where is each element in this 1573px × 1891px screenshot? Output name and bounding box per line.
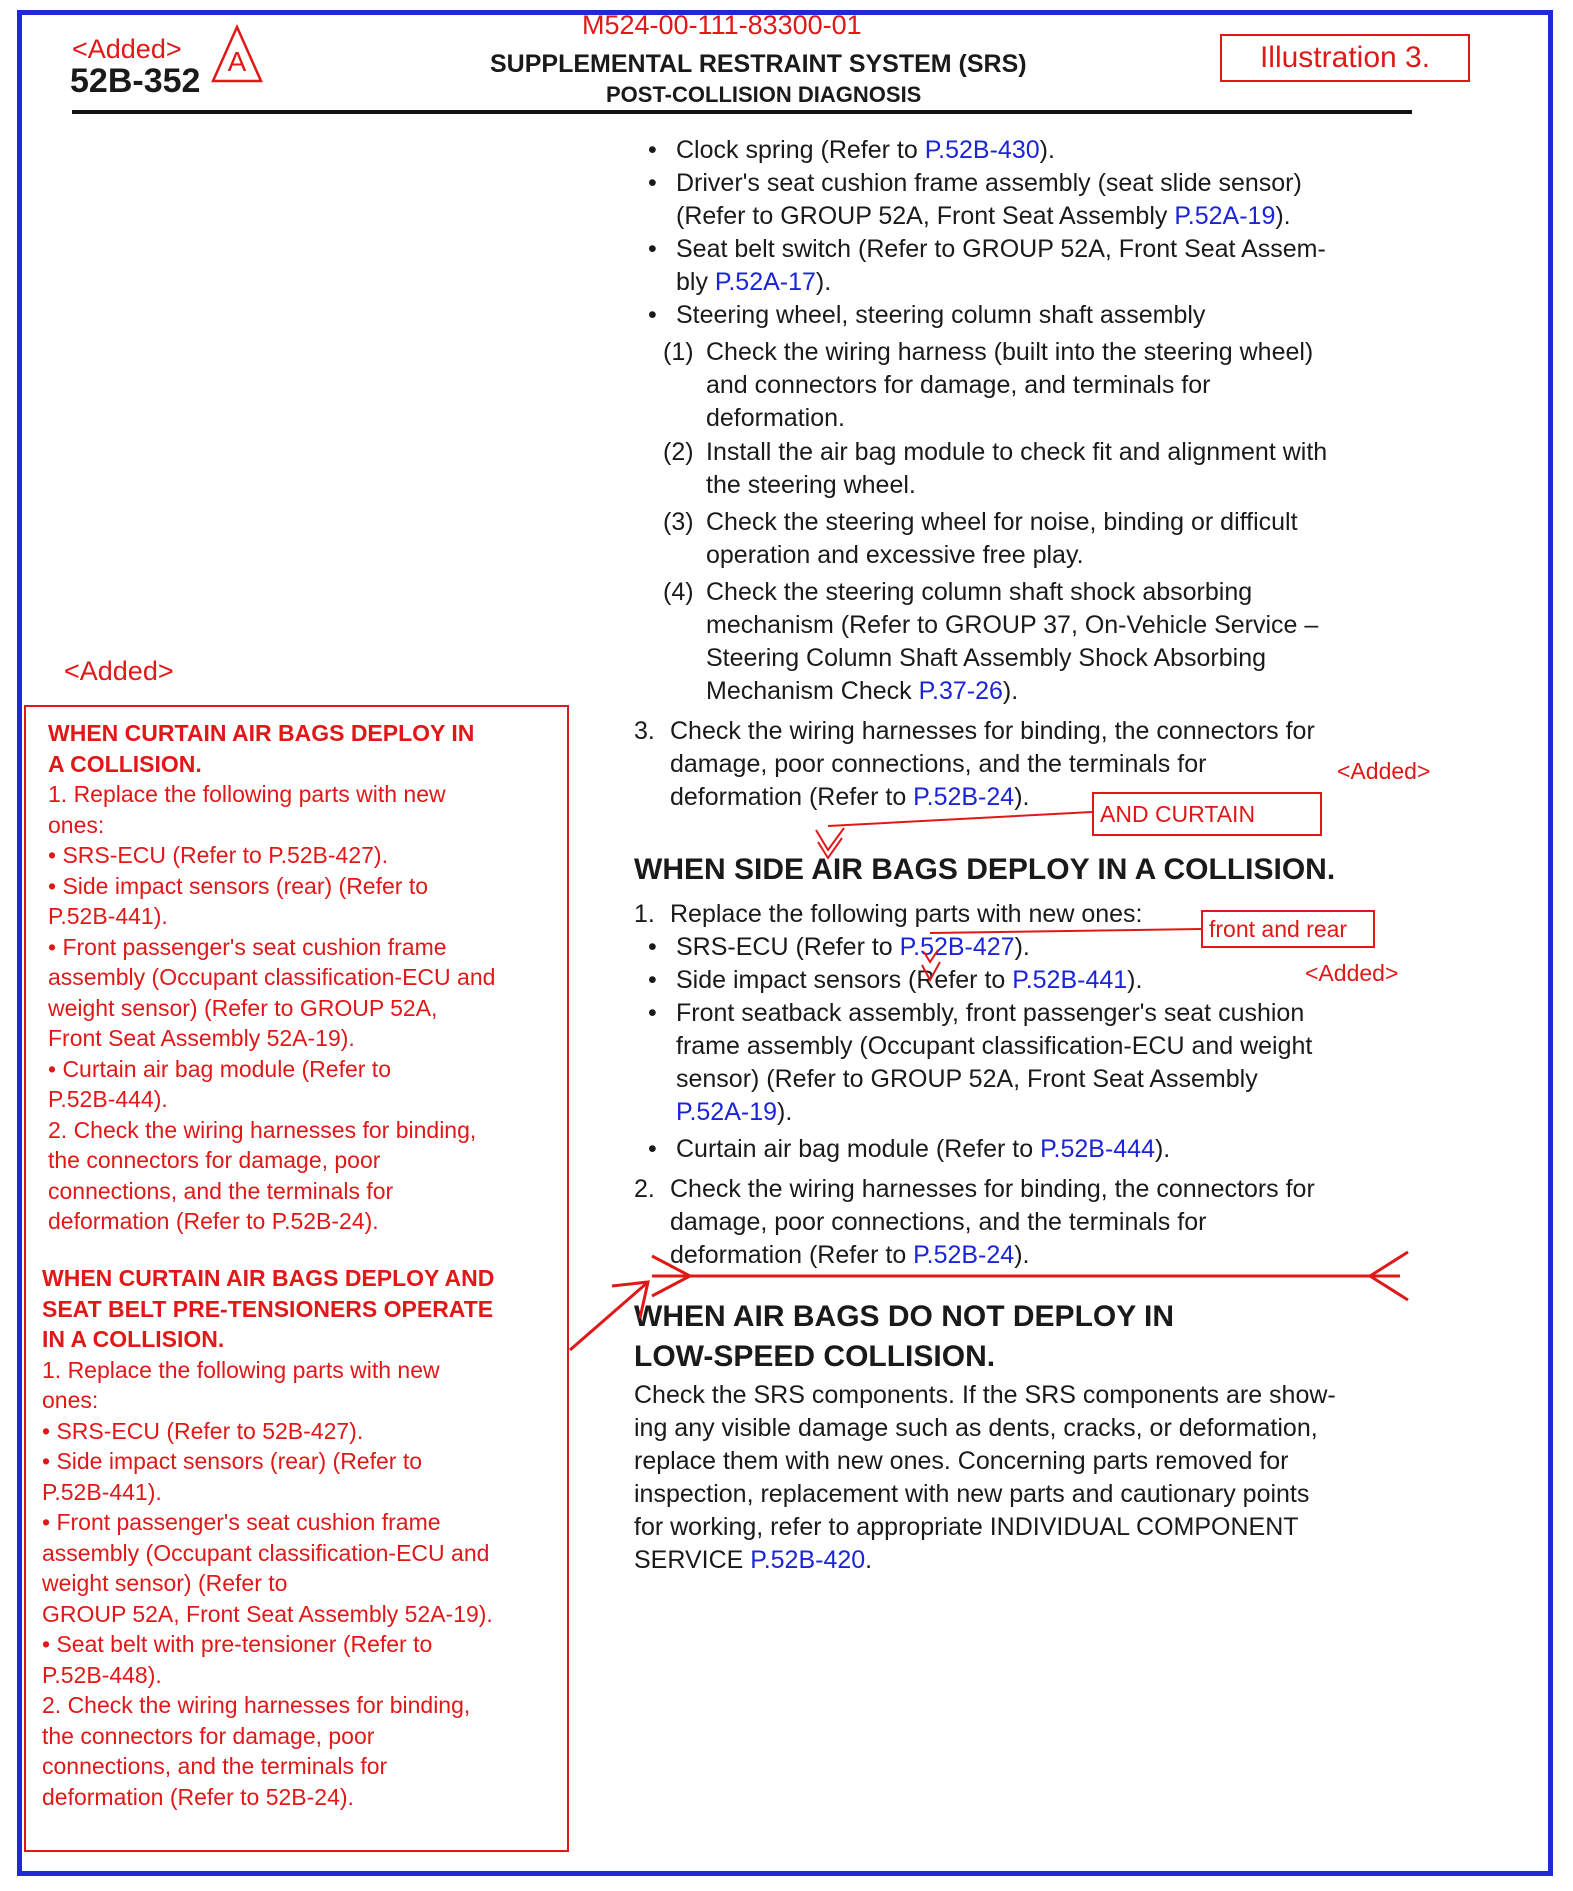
step-text: Replace the following parts with new ones: bbox=[670, 900, 1143, 928]
link[interactable]: P.52B-24 bbox=[913, 783, 1015, 811]
step-number: 2. bbox=[634, 1175, 655, 1203]
step-text: Check the wiring harnesses for binding, the connectors for damage, poor connections, and the terminals for deformation (Refer to P.52B-24). bbox=[670, 717, 1315, 811]
added-annotation: <Added> bbox=[1305, 960, 1399, 986]
section-heading: WHEN SIDE AIR BAGS DEPLOY IN A COLLISION. bbox=[634, 853, 1336, 886]
link[interactable]: P.52A-19 bbox=[676, 1098, 778, 1126]
list-item: • Curtain air bag module (Refer to P.52B-444). bbox=[676, 1133, 1170, 1166]
link[interactable]: P.52B-430 bbox=[924, 136, 1040, 164]
caret-mark bbox=[924, 950, 938, 962]
step-number: (2) bbox=[663, 438, 694, 466]
front-and-rear-insertion: front and rear bbox=[1201, 910, 1375, 948]
and-curtain-insertion: AND CURTAIN bbox=[1092, 792, 1322, 836]
page-subtitle: POST-COLLISION DIAGNOSIS bbox=[606, 82, 922, 107]
step-number: 3. bbox=[634, 717, 655, 745]
list-item: • Clock spring (Refer to P.52B-430). bbox=[676, 134, 1055, 167]
step-number: 1. bbox=[634, 900, 655, 928]
link[interactable]: P.52B-427 bbox=[899, 933, 1015, 961]
section-heading: WHEN AIR BAGS DO NOT DEPLOY IN LOW-SPEED COLLISION. bbox=[634, 1300, 1175, 1373]
step-text: Check the wiring harnesses for binding, the connectors for damage, poor connections, and the terminals for deformation (Refer to P.52B-24). bbox=[670, 1175, 1315, 1269]
step-number: (4) bbox=[663, 578, 694, 606]
link[interactable]: P.37-26 bbox=[918, 677, 1003, 705]
added-annotation-header: <Added> bbox=[72, 34, 182, 64]
and-curtain-leader bbox=[828, 812, 1092, 826]
document-number: M524-00-111-83300-01 bbox=[582, 10, 862, 40]
illustration-label: Illustration 3. bbox=[1220, 34, 1470, 82]
list-item: • Seat belt switch (Refer to GROUP 52A, Front Seat Assem- bly P.52A-17). bbox=[676, 233, 1326, 299]
added-annotation: <Added> bbox=[1337, 758, 1431, 784]
revision-letter: A bbox=[227, 46, 247, 77]
list-item: • Driver's seat cushion frame assembly (seat slide sensor) (Refer to GROUP 52A, Front Seat Assembly P.52A-19). bbox=[676, 167, 1302, 233]
paragraph: Check the SRS components. If the SRS components are show- ing any visible damage such as dents, cracks, or deformation, replace them with new ones. Concerning parts removed for inspection, replacement with new parts and cautionary points for working, refer to appropriate INDIVIDUAL COMPONENT SERVICE P.52B-420. bbox=[634, 1381, 1336, 1574]
step-text: Check the steering column shaft shock absorbing mechanism (Refer to GROUP 37, On-Vehicle Service – Steering Column Shaft Assembly Shock Absorbing Mechanism Check P.37-26). bbox=[706, 578, 1319, 705]
link[interactable]: P.52A-17 bbox=[714, 268, 816, 296]
link[interactable]: P.52A-19 bbox=[1174, 202, 1276, 230]
added-annotation-side: <Added> bbox=[64, 656, 174, 686]
list-item: • Front seatback assembly, front passenger's seat cushion frame assembly (Occupant classification-ECU and weight sensor) (Refer to GROUP 52A, Front Seat Assembly P.52A-19). bbox=[676, 997, 1312, 1129]
step-number: (3) bbox=[663, 508, 694, 536]
step-text: Check the wiring harness (built into the steering wheel) and connectors for damage, and terminals for deformation. bbox=[706, 338, 1314, 432]
insertion-arrow bbox=[570, 1282, 648, 1350]
page-title: SUPPLEMENTAL RESTRAINT SYSTEM (SRS) bbox=[490, 50, 1027, 78]
caret-mark bbox=[922, 962, 940, 980]
added-section-curtain-pretensioner: WHEN CURTAIN AIR BAGS DEPLOY AND SEAT BELT PRE-TENSIONERS OPERATE IN A COLLISION. 1. Replace the following parts with new ones: • SRS-ECU (Refer to 52B-427). • Side impact sensors (rear) (Refer to P.52B-441). • Front passenger's seat cushion frame assembly (Occupant classification-ECU and weight sensor) (Refer to GROUP 52A, Front Seat Assembly 52A-19). • Seat belt with pre-tensioner (Refer to P.52B-448). 2. Check the wiring harnesses for binding, the connectors for damage, poor connections, and the terminals for deformation (Refer to 52B-24). bbox=[42, 1265, 495, 1810]
link[interactable]: P.52B-420 bbox=[750, 1546, 866, 1574]
link[interactable]: P.52B-444 bbox=[1040, 1135, 1155, 1163]
step-number: (1) bbox=[663, 338, 694, 366]
list-item: • Steering wheel, steering column shaft assembly bbox=[676, 299, 1205, 332]
list-item: • SRS-ECU (Refer to P.52B-427). bbox=[676, 931, 1030, 964]
step-text: Check the steering wheel for noise, binding or difficult operation and excessive free play. bbox=[706, 508, 1298, 569]
added-section-curtain: WHEN CURTAIN AIR BAGS DEPLOY IN A COLLISION. 1. Replace the following parts with new ones: • SRS-ECU (Refer to P.52B-427). • Side impact sensors (rear) (Refer to P.52B-441). • Front passenger's seat cushion frame assembly (Occupant classification-ECU and weight sensor) (Refer to GROUP 52A, Front Seat Assembly 52A-19). • Curtain air bag module (Refer to P.52B-444). 2. Check the wiring harnesses for binding, the connectors for damage, poor connections, and the terminals for deformation (Refer to P.52B-24). bbox=[48, 720, 496, 1234]
page-number: 52B-352 bbox=[70, 62, 201, 100]
front-and-rear-leader bbox=[930, 929, 1201, 933]
link[interactable]: P.52B-24 bbox=[913, 1241, 1015, 1269]
link[interactable]: P.52B-441 bbox=[1012, 966, 1128, 994]
list-item: • Side impact sensors (Refer to P.52B-441). bbox=[676, 964, 1142, 997]
step-text: Install the air bag module to check fit and alignment with the steering wheel. bbox=[706, 438, 1328, 499]
